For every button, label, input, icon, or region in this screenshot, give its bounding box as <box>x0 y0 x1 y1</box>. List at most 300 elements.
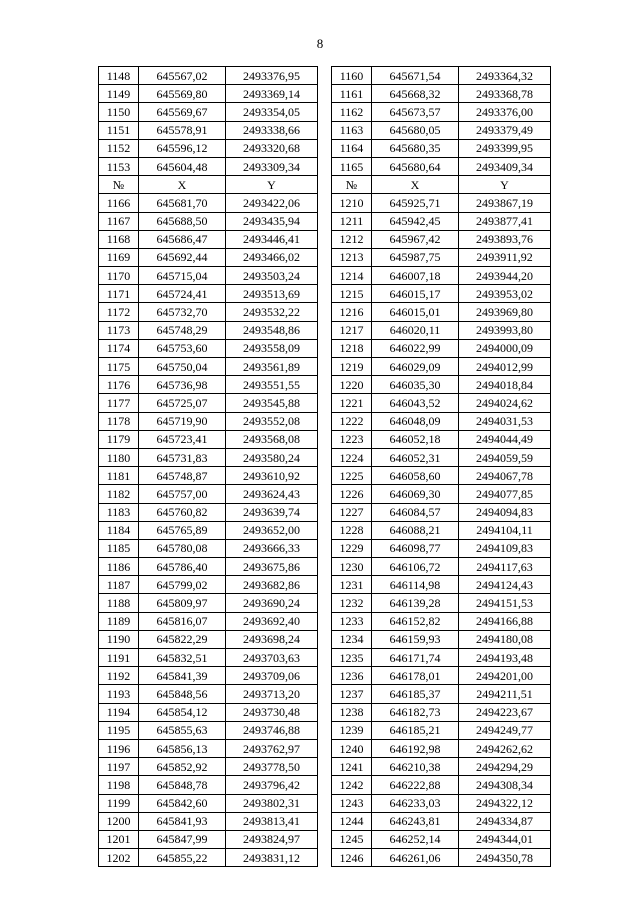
y-coordinate-cell: 2494044,49 <box>459 430 551 448</box>
x-coordinate-cell: 645760,82 <box>139 503 226 521</box>
y-coordinate-cell: 2493548,86 <box>226 321 318 339</box>
table-row <box>99 212 551 230</box>
point-number-cell: 1246 <box>332 849 372 867</box>
y-coordinate-cell: 2494350,78 <box>459 849 551 867</box>
point-number-cell: 1227 <box>332 503 372 521</box>
column-gap <box>318 576 332 594</box>
y-coordinate-cell: 2493409,34 <box>459 157 551 175</box>
x-coordinate-cell: 645732,70 <box>139 303 226 321</box>
table-row <box>99 649 551 667</box>
y-coordinate-cell: 2493698,24 <box>226 630 318 648</box>
column-gap <box>318 758 332 776</box>
x-coordinate-cell: 645987,75 <box>372 248 459 266</box>
table-row <box>99 830 551 848</box>
point-number-cell: 1213 <box>332 248 372 266</box>
y-coordinate-cell: 2493666,33 <box>226 539 318 557</box>
y-coordinate-cell: 2493713,20 <box>226 685 318 703</box>
x-coordinate-cell: 645569,67 <box>139 103 226 121</box>
y-coordinate-cell: 2493552,08 <box>226 412 318 430</box>
x-coordinate-cell: 646058,60 <box>372 467 459 485</box>
y-coordinate-cell: 2493320,68 <box>226 139 318 157</box>
column-gap <box>318 212 332 230</box>
x-coordinate-cell: 645725,07 <box>139 394 226 412</box>
point-number-cell: 1233 <box>332 612 372 630</box>
point-number-cell: 1149 <box>99 85 139 103</box>
table-row <box>99 85 551 103</box>
x-coordinate-cell: 645841,93 <box>139 812 226 830</box>
point-number-cell: 1161 <box>332 85 372 103</box>
x-coordinate-cell: 646007,18 <box>372 267 459 285</box>
x-coordinate-cell: 645848,78 <box>139 776 226 794</box>
coordinates-table <box>98 66 551 867</box>
point-number-cell: 1232 <box>332 594 372 612</box>
table-row <box>99 139 551 157</box>
point-number-cell: 1179 <box>99 430 139 448</box>
y-coordinate-cell: 2494201,00 <box>459 667 551 685</box>
table-row <box>99 685 551 703</box>
column-gap <box>318 521 332 539</box>
point-number-cell: 1199 <box>99 794 139 812</box>
column-gap <box>318 194 332 212</box>
point-number-cell: 1189 <box>99 612 139 630</box>
x-coordinate-cell: 645967,42 <box>372 230 459 248</box>
point-number-cell: 1215 <box>332 285 372 303</box>
x-coordinate-cell: 645757,00 <box>139 485 226 503</box>
point-number-cell: 1150 <box>99 103 139 121</box>
column-gap <box>318 703 332 721</box>
point-number-cell: 1212 <box>332 230 372 248</box>
x-coordinate-cell: 646029,09 <box>372 358 459 376</box>
x-coordinate-cell: 646222,88 <box>372 776 459 794</box>
column-gap <box>318 267 332 285</box>
point-number-cell: 1194 <box>99 703 139 721</box>
column-gap <box>318 321 332 339</box>
table-row <box>99 394 551 412</box>
y-coordinate-cell: 2493379,49 <box>459 121 551 139</box>
y-coordinate-cell: 2494211,51 <box>459 685 551 703</box>
y-coordinate-cell: 2493435,94 <box>226 212 318 230</box>
point-number-cell: 1216 <box>332 303 372 321</box>
point-number-cell: 1241 <box>332 758 372 776</box>
table-row <box>99 285 551 303</box>
point-number-cell: 1223 <box>332 430 372 448</box>
x-coordinate-cell: 646020,11 <box>372 321 459 339</box>
x-coordinate-cell: 646192,98 <box>372 739 459 757</box>
y-coordinate-cell: 2493953,02 <box>459 285 551 303</box>
y-coordinate-cell: 2494334,87 <box>459 812 551 830</box>
point-number-cell: 1218 <box>332 339 372 357</box>
x-coordinate-cell: 646035,30 <box>372 376 459 394</box>
table-row <box>99 67 551 85</box>
x-coordinate-cell: 645673,57 <box>372 103 459 121</box>
table-row <box>99 430 551 448</box>
point-number-cell: 1210 <box>332 194 372 212</box>
x-coordinate-cell: 646185,37 <box>372 685 459 703</box>
header-y: Y <box>226 176 318 194</box>
point-number-cell: 1181 <box>99 467 139 485</box>
point-number-cell: 1167 <box>99 212 139 230</box>
x-coordinate-cell: 646261,06 <box>372 849 459 867</box>
point-number-cell: 1187 <box>99 576 139 594</box>
y-coordinate-cell: 2494117,63 <box>459 558 551 576</box>
x-coordinate-cell: 646069,30 <box>372 485 459 503</box>
table-row <box>99 485 551 503</box>
x-coordinate-cell: 645925,71 <box>372 194 459 212</box>
table-row <box>99 503 551 521</box>
point-number-cell: 1163 <box>332 121 372 139</box>
x-coordinate-cell: 645723,41 <box>139 430 226 448</box>
point-number-cell: 1164 <box>332 139 372 157</box>
point-number-cell: 1236 <box>332 667 372 685</box>
table-row <box>99 103 551 121</box>
point-number-cell: 1234 <box>332 630 372 648</box>
x-coordinate-cell: 645736,98 <box>139 376 226 394</box>
point-number-cell: 1175 <box>99 358 139 376</box>
column-gap <box>318 103 332 121</box>
x-coordinate-cell: 645822,29 <box>139 630 226 648</box>
y-coordinate-cell: 2494344,01 <box>459 830 551 848</box>
x-coordinate-cell: 646159,93 <box>372 630 459 648</box>
table-row <box>99 230 551 248</box>
x-coordinate-cell: 645671,54 <box>372 67 459 85</box>
header-x: X <box>372 176 459 194</box>
y-coordinate-cell: 2494000,09 <box>459 339 551 357</box>
y-coordinate-cell: 2494059,59 <box>459 448 551 466</box>
table-row <box>99 248 551 266</box>
y-coordinate-cell: 2493368,78 <box>459 85 551 103</box>
column-gap <box>318 412 332 430</box>
x-coordinate-cell: 645809,97 <box>139 594 226 612</box>
y-coordinate-cell: 2494124,43 <box>459 576 551 594</box>
table-row <box>99 448 551 466</box>
point-number-cell: 1225 <box>332 467 372 485</box>
point-number-cell: 1202 <box>99 849 139 867</box>
point-number-cell: 1198 <box>99 776 139 794</box>
y-coordinate-cell: 2493376,95 <box>226 67 318 85</box>
column-gap <box>318 539 332 557</box>
y-coordinate-cell: 2493422,06 <box>226 194 318 212</box>
point-number-cell: 1178 <box>99 412 139 430</box>
x-coordinate-cell: 645765,89 <box>139 521 226 539</box>
table-row <box>99 739 551 757</box>
y-coordinate-cell: 2493551,55 <box>226 376 318 394</box>
column-gap <box>318 594 332 612</box>
x-coordinate-cell: 646139,28 <box>372 594 459 612</box>
x-coordinate-cell: 645688,50 <box>139 212 226 230</box>
table-row <box>99 521 551 539</box>
x-coordinate-cell: 645681,70 <box>139 194 226 212</box>
header-number: № <box>99 176 139 194</box>
point-number-cell: 1243 <box>332 794 372 812</box>
y-coordinate-cell: 2493993,80 <box>459 321 551 339</box>
table-row <box>99 812 551 830</box>
table-row <box>99 121 551 139</box>
column-gap <box>318 248 332 266</box>
x-coordinate-cell: 646052,18 <box>372 430 459 448</box>
column-gap <box>318 558 332 576</box>
x-coordinate-cell: 646088,21 <box>372 521 459 539</box>
point-number-cell: 1242 <box>332 776 372 794</box>
table-row <box>99 412 551 430</box>
table-row <box>99 630 551 648</box>
x-coordinate-cell: 645786,40 <box>139 558 226 576</box>
y-coordinate-cell: 2493746,88 <box>226 721 318 739</box>
y-coordinate-cell: 2494180,08 <box>459 630 551 648</box>
column-gap <box>318 121 332 139</box>
y-coordinate-cell: 2493513,69 <box>226 285 318 303</box>
x-coordinate-cell: 645750,04 <box>139 358 226 376</box>
x-coordinate-cell: 645847,99 <box>139 830 226 848</box>
point-number-cell: 1201 <box>99 830 139 848</box>
y-coordinate-cell: 2494077,85 <box>459 485 551 503</box>
x-coordinate-cell: 645567,02 <box>139 67 226 85</box>
point-number-cell: 1200 <box>99 812 139 830</box>
point-number-cell: 1180 <box>99 448 139 466</box>
column-gap <box>318 448 332 466</box>
point-number-cell: 1240 <box>332 739 372 757</box>
x-coordinate-cell: 645748,29 <box>139 321 226 339</box>
y-coordinate-cell: 2493796,42 <box>226 776 318 794</box>
point-number-cell: 1239 <box>332 721 372 739</box>
y-coordinate-cell: 2493399,95 <box>459 139 551 157</box>
y-coordinate-cell: 2493690,24 <box>226 594 318 612</box>
x-coordinate-cell: 646106,72 <box>372 558 459 576</box>
point-number-cell: 1188 <box>99 594 139 612</box>
x-coordinate-cell: 646152,82 <box>372 612 459 630</box>
point-number-cell: 1214 <box>332 267 372 285</box>
y-coordinate-cell: 2494031,53 <box>459 412 551 430</box>
point-number-cell: 1152 <box>99 139 139 157</box>
point-number-cell: 1182 <box>99 485 139 503</box>
column-gap <box>318 739 332 757</box>
x-coordinate-cell: 645842,60 <box>139 794 226 812</box>
y-coordinate-cell: 2493703,63 <box>226 649 318 667</box>
column-gap <box>318 430 332 448</box>
y-coordinate-cell: 2493762,97 <box>226 739 318 757</box>
y-coordinate-cell: 2493730,48 <box>226 703 318 721</box>
point-number-cell: 1190 <box>99 630 139 648</box>
point-number-cell: 1172 <box>99 303 139 321</box>
point-number-cell: 1174 <box>99 339 139 357</box>
table-row <box>99 303 551 321</box>
x-coordinate-cell: 645855,63 <box>139 721 226 739</box>
column-gap <box>318 285 332 303</box>
page-number: 8 <box>316 36 324 51</box>
x-coordinate-cell: 646178,01 <box>372 667 459 685</box>
y-coordinate-cell: 2493545,88 <box>226 394 318 412</box>
point-number-cell: 1220 <box>332 376 372 394</box>
point-number-cell: 1151 <box>99 121 139 139</box>
y-coordinate-cell: 2493309,34 <box>226 157 318 175</box>
point-number-cell: 1166 <box>99 194 139 212</box>
x-coordinate-cell: 645692,44 <box>139 248 226 266</box>
y-coordinate-cell: 2493369,14 <box>226 85 318 103</box>
table-row <box>99 339 551 357</box>
y-coordinate-cell: 2493944,20 <box>459 267 551 285</box>
y-coordinate-cell: 2494109,83 <box>459 539 551 557</box>
column-gap <box>318 667 332 685</box>
y-coordinate-cell: 2493893,76 <box>459 230 551 248</box>
y-coordinate-cell: 2494249,77 <box>459 721 551 739</box>
x-coordinate-cell: 645569,80 <box>139 85 226 103</box>
table-row <box>99 849 551 867</box>
y-coordinate-cell: 2493778,50 <box>226 758 318 776</box>
point-number-cell: 1183 <box>99 503 139 521</box>
x-coordinate-cell: 646015,01 <box>372 303 459 321</box>
y-coordinate-cell: 2493338,66 <box>226 121 318 139</box>
x-coordinate-cell: 646252,14 <box>372 830 459 848</box>
y-coordinate-cell: 2493610,92 <box>226 467 318 485</box>
point-number-cell: 1192 <box>99 667 139 685</box>
point-number-cell: 1193 <box>99 685 139 703</box>
y-coordinate-cell: 2493561,89 <box>226 358 318 376</box>
x-coordinate-cell: 645854,12 <box>139 703 226 721</box>
x-coordinate-cell: 645715,04 <box>139 267 226 285</box>
y-coordinate-cell: 2493503,24 <box>226 267 318 285</box>
x-coordinate-cell: 645942,45 <box>372 212 459 230</box>
column-gap <box>318 339 332 357</box>
x-coordinate-cell: 646185,21 <box>372 721 459 739</box>
y-coordinate-cell: 2493580,24 <box>226 448 318 466</box>
y-coordinate-cell: 2494104,11 <box>459 521 551 539</box>
y-coordinate-cell: 2493824,97 <box>226 830 318 848</box>
column-gap <box>318 685 332 703</box>
column-header-row <box>99 176 551 194</box>
x-coordinate-cell: 645680,35 <box>372 139 459 157</box>
column-gap <box>318 812 332 830</box>
column-gap <box>318 303 332 321</box>
y-coordinate-cell: 2494294,29 <box>459 758 551 776</box>
header-x: X <box>139 176 226 194</box>
point-number-cell: 1186 <box>99 558 139 576</box>
table-row <box>99 321 551 339</box>
point-number-cell: 1245 <box>332 830 372 848</box>
x-coordinate-cell: 645680,64 <box>372 157 459 175</box>
point-number-cell: 1235 <box>332 649 372 667</box>
column-gap <box>318 485 332 503</box>
x-coordinate-cell: 646043,52 <box>372 394 459 412</box>
table-row <box>99 576 551 594</box>
y-coordinate-cell: 2493692,40 <box>226 612 318 630</box>
point-number-cell: 1238 <box>332 703 372 721</box>
column-gap <box>318 776 332 794</box>
table-row <box>99 758 551 776</box>
x-coordinate-cell: 646052,31 <box>372 448 459 466</box>
x-coordinate-cell: 646233,03 <box>372 794 459 812</box>
column-gap <box>318 394 332 412</box>
table-row <box>99 267 551 285</box>
column-gap <box>318 139 332 157</box>
point-number-cell: 1196 <box>99 739 139 757</box>
table-row <box>99 376 551 394</box>
y-coordinate-cell: 2494067,78 <box>459 467 551 485</box>
x-coordinate-cell: 646084,57 <box>372 503 459 521</box>
y-coordinate-cell: 2493969,80 <box>459 303 551 321</box>
y-coordinate-cell: 2493446,41 <box>226 230 318 248</box>
point-number-cell: 1226 <box>332 485 372 503</box>
y-coordinate-cell: 2493911,92 <box>459 248 551 266</box>
x-coordinate-cell: 645852,92 <box>139 758 226 776</box>
x-coordinate-cell: 645753,60 <box>139 339 226 357</box>
column-gap <box>318 849 332 867</box>
point-number-cell: 1230 <box>332 558 372 576</box>
x-coordinate-cell: 646210,38 <box>372 758 459 776</box>
point-number-cell: 1195 <box>99 721 139 739</box>
x-coordinate-cell: 645799,02 <box>139 576 226 594</box>
x-coordinate-cell: 645748,87 <box>139 467 226 485</box>
point-number-cell: 1197 <box>99 758 139 776</box>
y-coordinate-cell: 2494262,62 <box>459 739 551 757</box>
x-coordinate-cell: 645855,22 <box>139 849 226 867</box>
y-coordinate-cell: 2494151,53 <box>459 594 551 612</box>
column-gap <box>318 376 332 394</box>
point-number-cell: 1173 <box>99 321 139 339</box>
point-number-cell: 1165 <box>332 157 372 175</box>
x-coordinate-cell: 646243,81 <box>372 812 459 830</box>
x-coordinate-cell: 646171,74 <box>372 649 459 667</box>
table-row <box>99 467 551 485</box>
y-coordinate-cell: 2494223,67 <box>459 703 551 721</box>
y-coordinate-cell: 2493709,06 <box>226 667 318 685</box>
point-number-cell: 1219 <box>332 358 372 376</box>
y-coordinate-cell: 2493466,02 <box>226 248 318 266</box>
column-gap <box>318 176 332 194</box>
point-number-cell: 1222 <box>332 412 372 430</box>
x-coordinate-cell: 646182,73 <box>372 703 459 721</box>
column-gap <box>318 67 332 85</box>
x-coordinate-cell: 645686,47 <box>139 230 226 248</box>
point-number-cell: 1228 <box>332 521 372 539</box>
table-row <box>99 612 551 630</box>
x-coordinate-cell: 645680,05 <box>372 121 459 139</box>
y-coordinate-cell: 2493364,32 <box>459 67 551 85</box>
y-coordinate-cell: 2493568,08 <box>226 430 318 448</box>
column-gap <box>318 612 332 630</box>
column-gap <box>318 230 332 248</box>
table-row <box>99 794 551 812</box>
y-coordinate-cell: 2493675,86 <box>226 558 318 576</box>
x-coordinate-cell: 646015,17 <box>372 285 459 303</box>
x-coordinate-cell: 645668,32 <box>372 85 459 103</box>
point-number-cell: 1169 <box>99 248 139 266</box>
point-number-cell: 1191 <box>99 649 139 667</box>
table-row <box>99 157 551 175</box>
table-row <box>99 358 551 376</box>
point-number-cell: 1170 <box>99 267 139 285</box>
column-gap <box>318 649 332 667</box>
y-coordinate-cell: 2493558,09 <box>226 339 318 357</box>
y-coordinate-cell: 2493682,86 <box>226 576 318 594</box>
x-coordinate-cell: 645604,48 <box>139 157 226 175</box>
y-coordinate-cell: 2494322,12 <box>459 794 551 812</box>
column-gap <box>318 157 332 175</box>
y-coordinate-cell: 2493802,31 <box>226 794 318 812</box>
point-number-cell: 1237 <box>332 685 372 703</box>
y-coordinate-cell: 2493624,43 <box>226 485 318 503</box>
y-coordinate-cell: 2493867,19 <box>459 194 551 212</box>
x-coordinate-cell: 645856,13 <box>139 739 226 757</box>
table-row <box>99 703 551 721</box>
x-coordinate-cell: 645578,91 <box>139 121 226 139</box>
point-number-cell: 1177 <box>99 394 139 412</box>
x-coordinate-cell: 646048,09 <box>372 412 459 430</box>
y-coordinate-cell: 2494308,34 <box>459 776 551 794</box>
y-coordinate-cell: 2493813,41 <box>226 812 318 830</box>
column-gap <box>318 467 332 485</box>
point-number-cell: 1217 <box>332 321 372 339</box>
header-y: Y <box>459 176 551 194</box>
y-coordinate-cell: 2494166,88 <box>459 612 551 630</box>
